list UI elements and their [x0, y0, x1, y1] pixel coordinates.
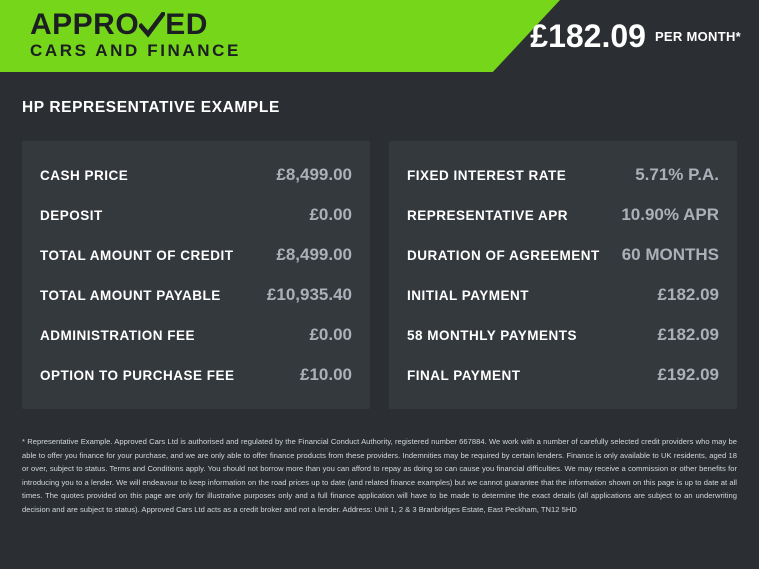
table-row: [389, 155, 737, 195]
row-label: OPTION TO PURCHASE FEE: [40, 368, 235, 383]
row-label: TOTAL AMOUNT OF CREDIT: [40, 248, 234, 263]
row-value: £8,499.00: [276, 165, 352, 184]
logo-secondary-text: CARS AND FINANCE: [30, 41, 241, 60]
monthly-price-amount: £182.09: [530, 17, 646, 54]
logo-text-part2: ED: [165, 8, 208, 41]
table-row: [389, 355, 737, 395]
company-logo: [30, 9, 241, 61]
row-label: FINAL PAYMENT: [407, 368, 521, 383]
table-row: [22, 195, 370, 235]
table-row: [389, 315, 737, 355]
row-label: FIXED INTEREST RATE: [407, 168, 567, 183]
row-label: CASH PRICE: [40, 168, 129, 183]
row-value: £0.00: [309, 205, 352, 224]
row-label: ADMINISTRATION FEE: [40, 328, 195, 343]
row-value: £0.00: [309, 325, 352, 344]
row-label: 58 MONTHLY PAYMENTS: [407, 328, 578, 343]
legal-footnote: * Representative Example. Approved Cars Ltd is authorised and regulated by the Financial Conduct Authority, registered number 667884. We work with a number of carefully selected credit providers who may be able to offer you finance for your purchase, and we are only able to offer finance products from these providers. Indemnities may be required by certain lenders. Finance is only available to UK residents, aged 18 or over, subject to status. Terms and Conditions apply. You should not borrow more than you can afford to repay as doing so can cause you financial difficulties. We may receive a commission or other benefits for introducing you to a lender. We will endeavour to keep information on the road prices up to date (and related finance examples) but we cannot guarantee that the information shown on this page is up to date at all times. The quotes provided on this page are only for illustrative purposes only and a full finance application will have to be made to determine the exact details (all applications are subject to an underwriting decision and are subject to status). Approved Cars Ltd acts as a credit broker and not a lender. Address: Unit 1, 2 & 3 Branbridges Estate, East Peckham, TN12 5HD: [22, 437, 737, 514]
table-row: [389, 195, 737, 235]
row-value: £10,935.40: [266, 285, 352, 304]
row-label: TOTAL AMOUNT PAYABLE: [40, 288, 221, 303]
table-row: [22, 235, 370, 275]
table-row: [22, 275, 370, 315]
row-label: INITIAL PAYMENT: [407, 288, 530, 303]
logo-text-part1: APPRO: [30, 8, 140, 41]
right-details-panel: [389, 141, 737, 409]
row-value: 60 MONTHS: [621, 245, 719, 264]
row-label: DURATION OF AGREEMENT: [407, 248, 600, 263]
page-title: HP REPRESENTATIVE EXAMPLE: [22, 99, 280, 116]
row-value: £10.00: [300, 365, 352, 384]
row-value: £182.09: [657, 285, 719, 304]
row-label: REPRESENTATIVE APR: [407, 208, 569, 223]
row-value: £182.09: [657, 325, 719, 344]
logo-primary-text: [30, 9, 241, 41]
page-header: [0, 0, 759, 72]
row-value: 10.90% APR: [621, 205, 719, 224]
row-value: 5.71% P.A.: [635, 165, 719, 184]
row-value: £8,499.00: [276, 245, 352, 264]
table-row: [389, 235, 737, 275]
check-mark-icon: [139, 10, 165, 40]
row-value: £192.09: [657, 365, 719, 384]
table-row: [22, 315, 370, 355]
monthly-price-period: PER MONTH*: [654, 28, 741, 44]
table-row: [22, 355, 370, 395]
row-label: DEPOSIT: [40, 208, 103, 223]
table-row: [389, 275, 737, 315]
left-details-panel: [22, 141, 370, 409]
finance-details-panels: [0, 117, 759, 409]
monthly-price-block: [530, 0, 741, 72]
table-row: [22, 155, 370, 195]
